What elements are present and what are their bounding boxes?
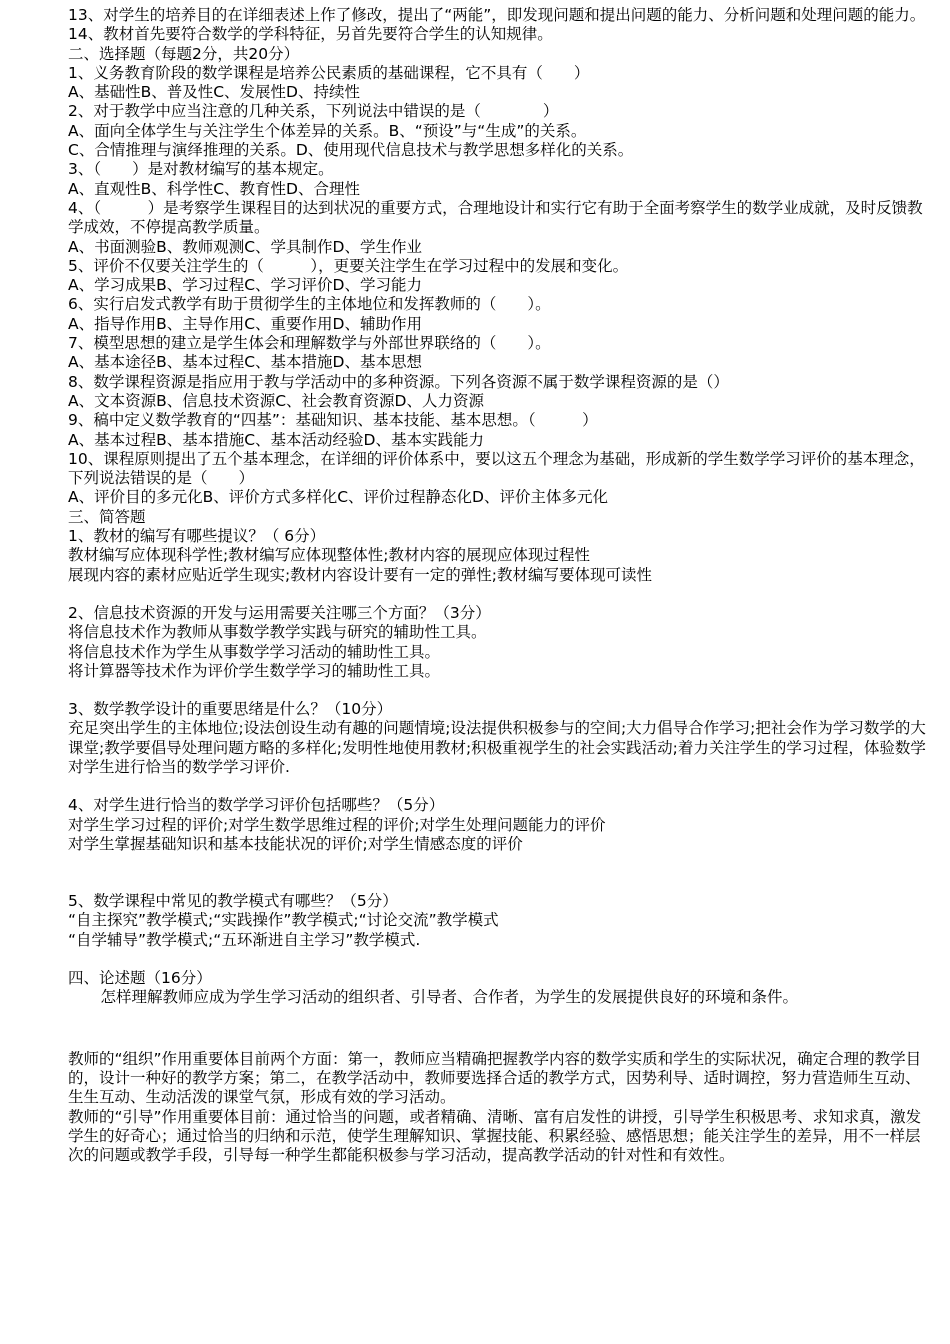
essay-question: 怎样理解教师应成为学生学习活动的组织者、引导者、合作者，为学生的发展提供良好的环境和条件。: [100, 988, 799, 1007]
question-line: 6、实行启发式教学有助于贯彻学生的主体地位和发挥教师的（ ）。: [68, 295, 551, 314]
options-line: A、书面测验B、教师观测C、学具制作D、学生作业: [68, 237, 422, 256]
options-line: C、合情推理与演绎推理的关系。D、使用现代信息技术与教学思想多样化的关系。: [68, 141, 634, 160]
question-line: 5、评价不仅要关注学生的（ ），更要关注学生在学习过程中的发展和变化。: [68, 256, 629, 275]
spacer: [68, 681, 928, 700]
section-heading: 四、论述题（16分）: [68, 969, 212, 988]
options-line: A、指导作用B、主导作用C、重要作用D、辅助作用: [68, 314, 422, 333]
essay-paragraph: 教师的“引导”作用重要体目前：通过恰当的问题，或者精确、清晰、富有启发性的讲授，引导学生积极思考、求知求真，激发学生的好奇心；通过恰当的归纳和示范，使学生理解知识、掌握技能、积累经验、感悟思想；能关注学生的差异，用不一样层次的问题或教学手段，引导每一种学生都能积极参与学习活动，提高教学活动的针对性和有效性。: [68, 1107, 922, 1165]
answer-line: 教材编写应体现科学性;教材编写应体现整体性;教材内容的展现应体现过程性: [68, 546, 590, 565]
question-line: 8、数学课程资源是指应用于教与学活动中的多种资源。下列各资源不属于数学课程资源的是（）: [68, 372, 729, 391]
question-line: 7、模型思想的建立是学生体会和理解数学与外部世界联络的（ ）。: [68, 334, 551, 353]
answer-line: 对学生掌握基础知识和基本技能状况的评价;对学生情感态度的评价: [68, 834, 523, 853]
question-line: 1、义务教育阶段的数学课程是培养公民素质的基础课程，它不具有（ ）: [68, 63, 590, 82]
answer-line: 展现内容的素材应贴近学生现实;教材内容设计要有一定的弹性;教材编写要体现可读性: [68, 565, 652, 584]
options-line: A、基本过程B、基本措施C、基本活动经验D、基本实践能力: [68, 430, 484, 449]
section-heading: 三、简答题: [68, 507, 146, 526]
question-line: 4、对学生进行恰当的数学学习评价包括哪些？（5分）: [68, 796, 445, 815]
spacer: [68, 854, 928, 892]
section-heading: 二、选择题（每题2分，共20分）: [68, 44, 300, 63]
options-line: A、评价目的多元化B、评价方式多样化C、评价过程静态化D、评价主体多元化: [68, 488, 608, 507]
options-line: A、面向全体学生与关注学生个体差异的关系。B、“预设”与“生成”的关系。: [68, 121, 587, 140]
answer-line: 将信息技术作为教师从事数学教学实践与研究的辅助性工具。: [68, 623, 487, 642]
question-line: 2、对于教学中应当注意的几种关系，下列说法中错误的是（ ）: [68, 102, 559, 121]
spacer: [68, 777, 928, 796]
spacer: [68, 1008, 928, 1050]
text-line: 13、对学生的培养目的在详细表述上作了修改，提出了“两能”，即发现问题和提出问题的能力、分析问题和处理问题的能力。: [68, 6, 926, 24]
question-line: 4、（ ）是考察学生课程目的达到状况的重要方式，合理地设计和实行它有助于全面考察学生的数学业成就，及时反馈教学成效，不停提高教学质量。: [68, 198, 923, 237]
answer-line: 将计算器等技术作为评价学生数学学习的辅助性工具。: [68, 661, 441, 680]
answer-line: “自主探究”教学模式;“实践操作”教学模式;“讨论交流”教学模式: [68, 911, 499, 930]
question-line: 3、数学教学设计的重要思绪是什么？（10分）: [68, 700, 393, 719]
answer-line: 充足突出学生的主体地位;设法创设生动有趣的问题情境;设法提供积极参与的空间;大力倡导合作学习;把社会作为学习数学的大课堂;教学要倡导处理问题方略的多样化;发明性地使用教材;积极重视学生的社会实践活动;着力关注学生的学习过程，体验数学对学生进行恰当的数学学习评价.: [68, 719, 926, 776]
question-line: 1、教材的编写有哪些提议？（ 6分）: [68, 527, 326, 546]
question-line: 5、数学课程中常见的教学模式有哪些？（5分）: [68, 892, 398, 911]
answer-line: “自学辅导”教学模式;“五环渐进自主学习”教学模式.: [68, 930, 421, 949]
question-line: 2、信息技术资源的开发与运用需要关注哪三个方面？（3分）: [68, 603, 491, 622]
spacer: [68, 950, 928, 969]
question-line: 10、课程原则提出了五个基本理念，在详细的评价体系中，要以这五个理念为基础，形成新的学生数学学习评价的基本理念，下列说法错误的是（ ）: [68, 449, 925, 488]
options-line: A、基本途径B、基本过程C、基本措施D、基本思想: [68, 353, 422, 372]
answer-line: 将信息技术作为学生从事数学学习活动的辅助性工具。: [68, 642, 441, 661]
options-line: A、学习成果B、学习过程C、学习评价D、学习能力: [68, 276, 422, 295]
options-line: A、直观性B、科学性C、教育性D、合理性: [68, 179, 360, 198]
question-line: 3、（ ）是对教材编写的基本规定。: [68, 160, 334, 179]
answer-line: 对学生学习过程的评价;对学生数学思维过程的评价;对学生处理问题能力的评价: [68, 815, 606, 834]
options-line: A、文本资源B、信息技术资源C、社会教育资源D、人力资源: [68, 391, 484, 410]
text-line: 14、教材首先要符合数学的学科特征，另首先要符合学生的认知规律。: [68, 25, 553, 44]
options-line: A、基础性B、普及性C、发展性D、持续性: [68, 83, 360, 102]
spacer: [68, 585, 928, 604]
essay-paragraph: 教师的“组织”作用重要体目前两个方面：第一，教师应当精确把握教学内容的数学实质和学生的实际状况，确定合理的教学目的，设计一种好的教学方案；第二，在教学活动中，教师要选择合适的教学方式，因势利导、适时调控，努力营造师生互动、生生互动、生动活泼的课堂气氛，形成有效的学习活动。: [68, 1049, 922, 1107]
question-line: 9、稿中定义数学教育的“四基”：基础知识、基本技能、基本思想。（ ）: [68, 411, 598, 430]
